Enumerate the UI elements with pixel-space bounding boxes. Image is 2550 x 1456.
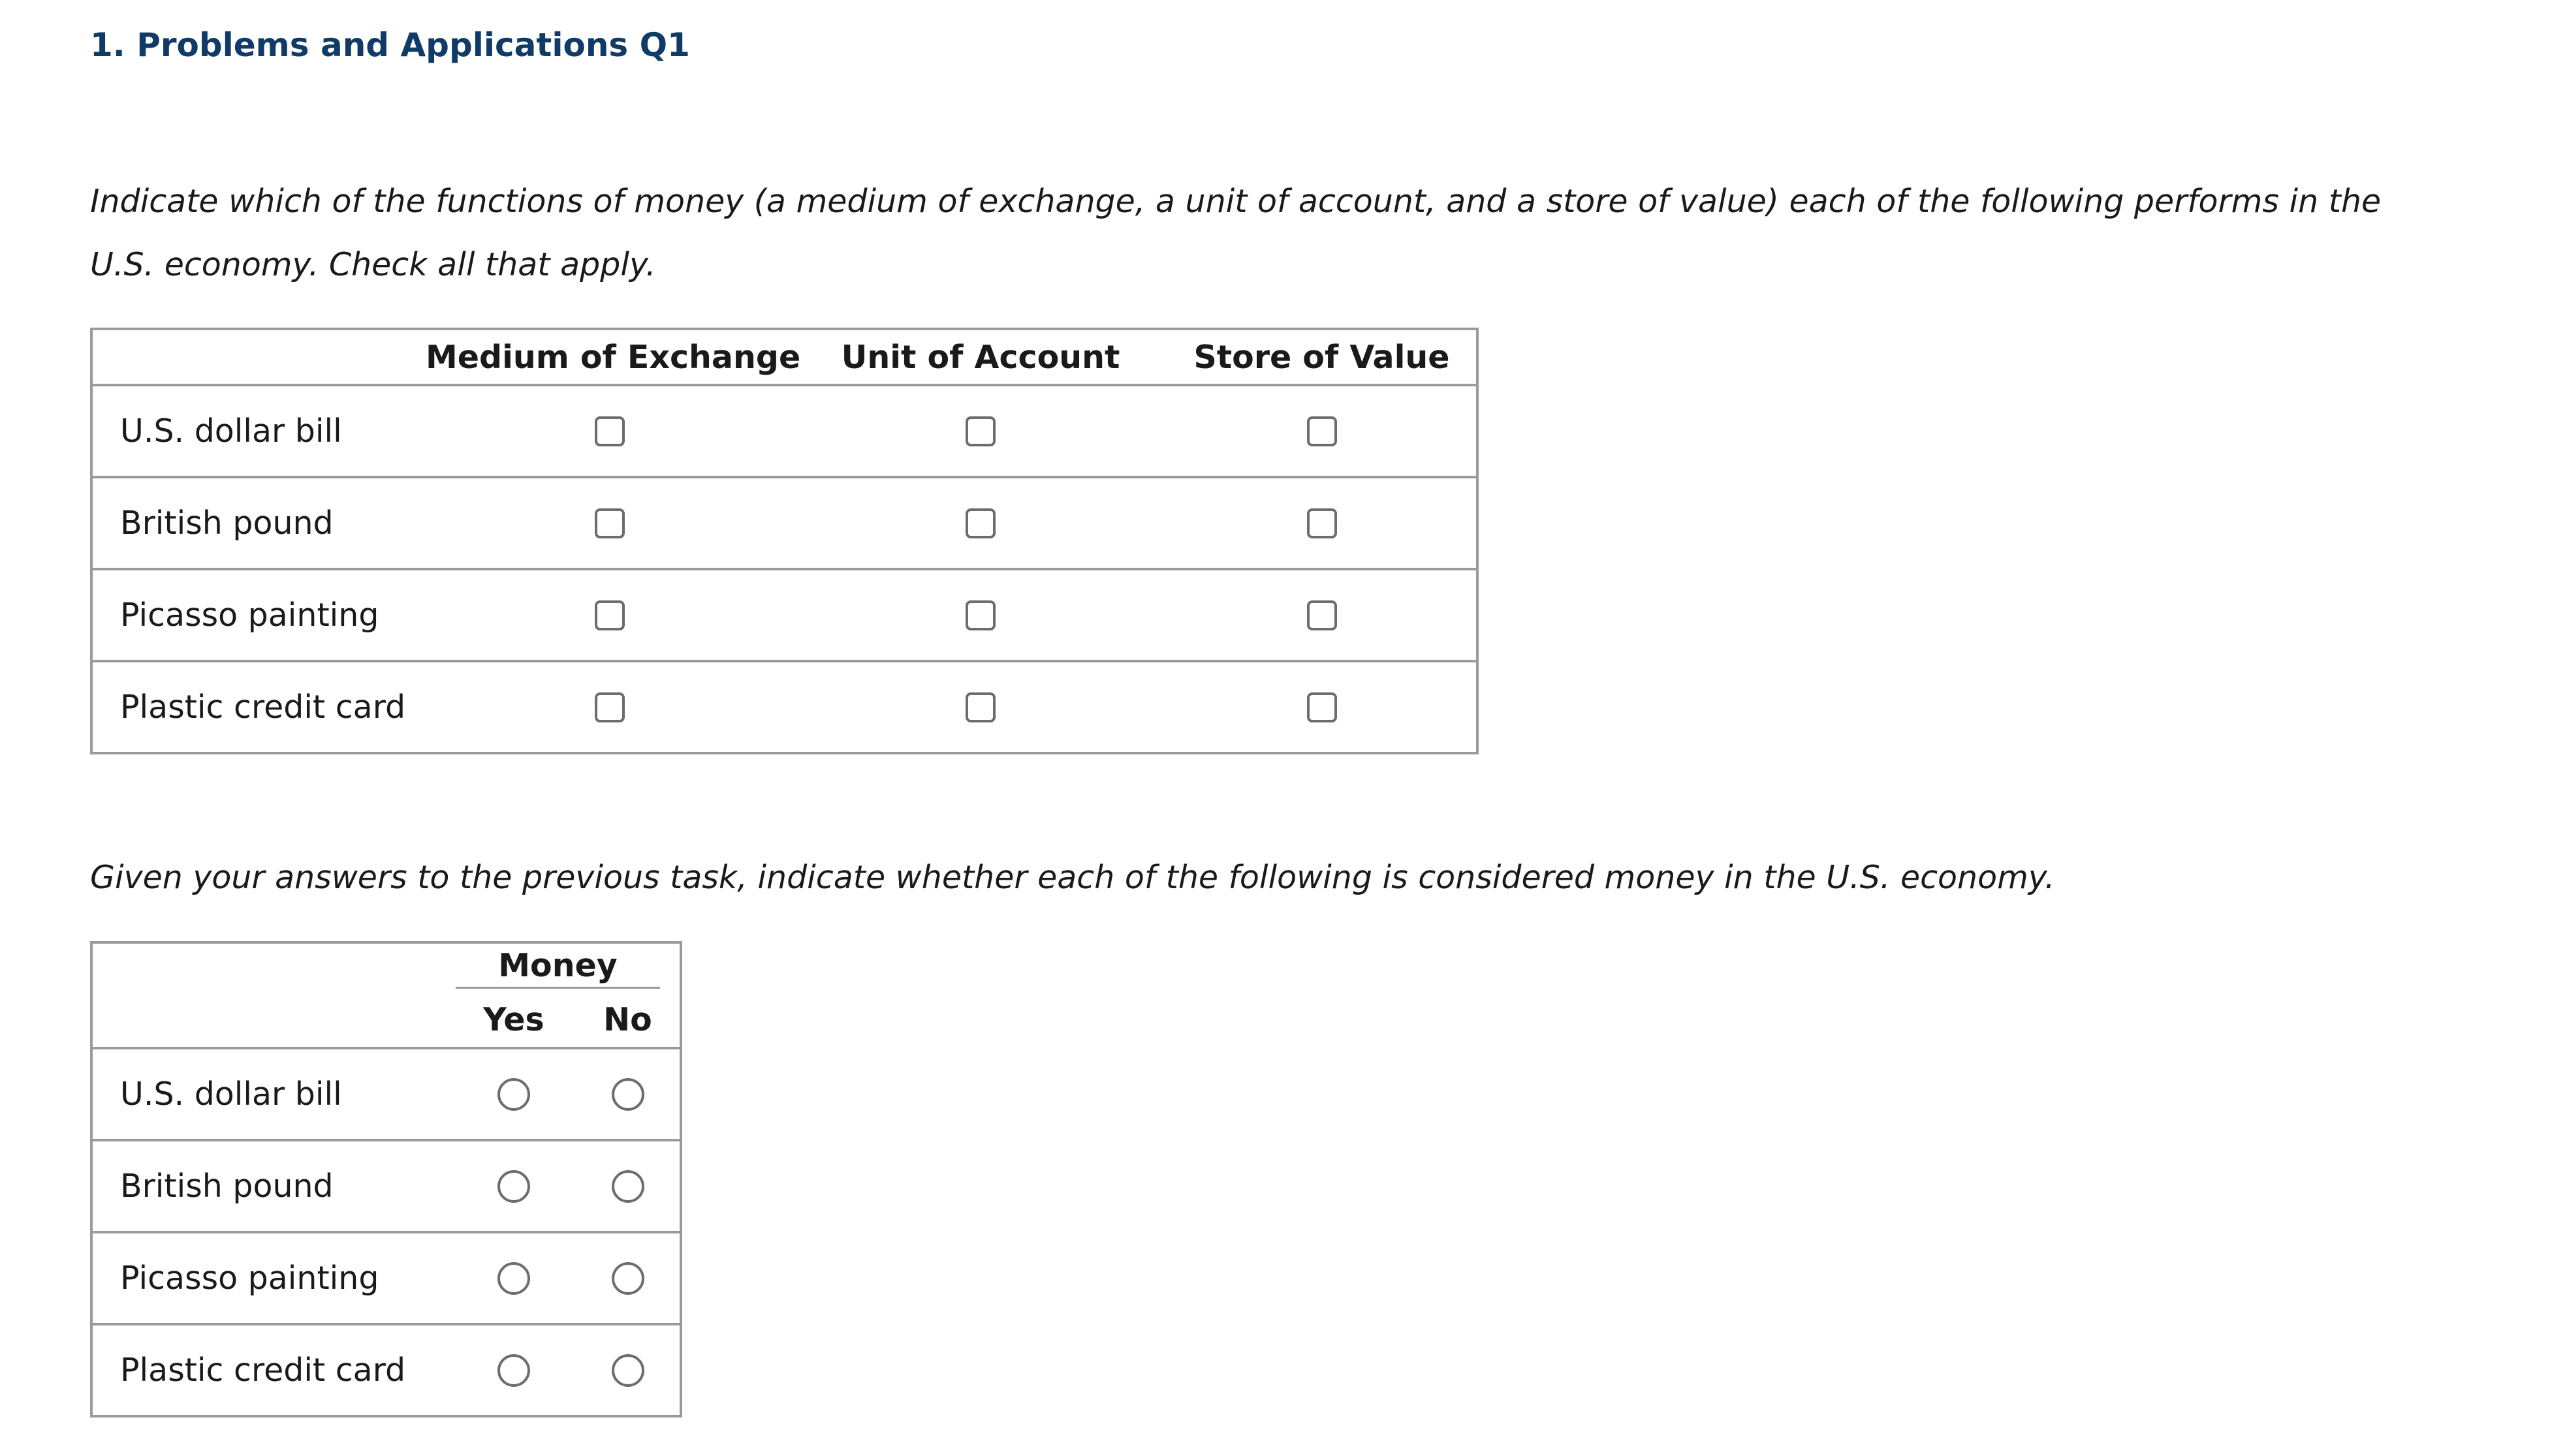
radio-british-pound-no[interactable]: [612, 1170, 644, 1203]
table-row: [91, 1324, 681, 1416]
header-blank: [91, 992, 452, 1048]
radio-british-pound-yes[interactable]: [497, 1170, 530, 1203]
col-header-no: No: [576, 992, 681, 1048]
checkbox-plastic-credit-card-unit-of-account[interactable]: [966, 692, 996, 722]
row-label-picasso-painting: Picasso painting: [91, 1232, 452, 1324]
checkbox-picasso-painting-medium-of-exchange[interactable]: [595, 600, 625, 630]
table-row: [91, 1140, 681, 1232]
row-label-british-pound: British pound: [91, 1140, 452, 1232]
row-label-plastic-credit-card: Plastic credit card: [120, 689, 406, 726]
table-row: [91, 477, 1477, 569]
radio-plastic-credit-card-yes[interactable]: [497, 1354, 530, 1387]
radio-us-dollar-bill-no[interactable]: [612, 1078, 644, 1111]
money-table: [90, 941, 682, 1417]
table-row: [91, 569, 1477, 661]
header-blank: [91, 942, 452, 992]
row-label-british-pound: British pound: [91, 477, 426, 569]
money-group-label: Money: [456, 947, 660, 989]
money-table-group-header: [91, 942, 681, 992]
radio-us-dollar-bill-yes[interactable]: [497, 1078, 530, 1111]
radio-plastic-credit-card-no[interactable]: [612, 1354, 644, 1387]
table-row: [91, 661, 1477, 753]
checkbox-plastic-credit-card-store-of-value[interactable]: [1307, 692, 1337, 722]
checkbox-plastic-credit-card-medium-of-exchange[interactable]: [595, 692, 625, 722]
table-row: [91, 385, 1477, 477]
table-row: [91, 1048, 681, 1140]
money-table-subheader: [91, 992, 681, 1048]
radio-picasso-painting-yes[interactable]: [497, 1262, 530, 1295]
group-header-money: [452, 942, 681, 992]
col-header-medium-of-exchange: Medium of Exchange: [426, 329, 794, 385]
checkbox-british-pound-unit-of-account[interactable]: [966, 508, 996, 538]
row-label-picasso-painting: Picasso painting: [91, 569, 426, 661]
row-label-us-dollar-bill: U.S. dollar bill: [91, 1048, 452, 1140]
functions-table: [90, 328, 1479, 754]
checkbox-british-pound-medium-of-exchange[interactable]: [595, 508, 625, 538]
col-header-store-of-value: Store of Value: [1167, 329, 1477, 385]
radio-picasso-painting-no[interactable]: [612, 1262, 644, 1295]
checkbox-picasso-painting-store-of-value[interactable]: [1307, 600, 1337, 630]
instructions-money: Given your answers to the previous task, indicate whether each of the following is considered money in the U.S. economy.: [90, 859, 2055, 896]
row-label-plastic-credit-card: Plastic credit card: [120, 1352, 406, 1389]
row-label-us-dollar-bill: U.S. dollar bill: [91, 385, 426, 477]
header-blank: [91, 329, 426, 385]
checkbox-us-dollar-bill-store-of-value[interactable]: [1307, 416, 1337, 446]
checkbox-us-dollar-bill-medium-of-exchange[interactable]: [595, 416, 625, 446]
question-title: 1. Problems and Applications Q1: [90, 26, 690, 64]
instructions-functions: Indicate which of the functions of money (a medium of exchange, a unit of account, and a store of value) each of the following performs in the U.S. economy. Check all that apply.: [90, 183, 2382, 283]
table-row: [91, 1232, 681, 1324]
col-header-yes: Yes: [452, 992, 576, 1048]
checkbox-us-dollar-bill-unit-of-account[interactable]: [966, 416, 996, 446]
checkbox-british-pound-store-of-value[interactable]: [1307, 508, 1337, 538]
checkbox-picasso-painting-unit-of-account[interactable]: [966, 600, 996, 630]
col-header-unit-of-account: Unit of Account: [794, 329, 1167, 385]
functions-table-header: [91, 329, 1477, 385]
